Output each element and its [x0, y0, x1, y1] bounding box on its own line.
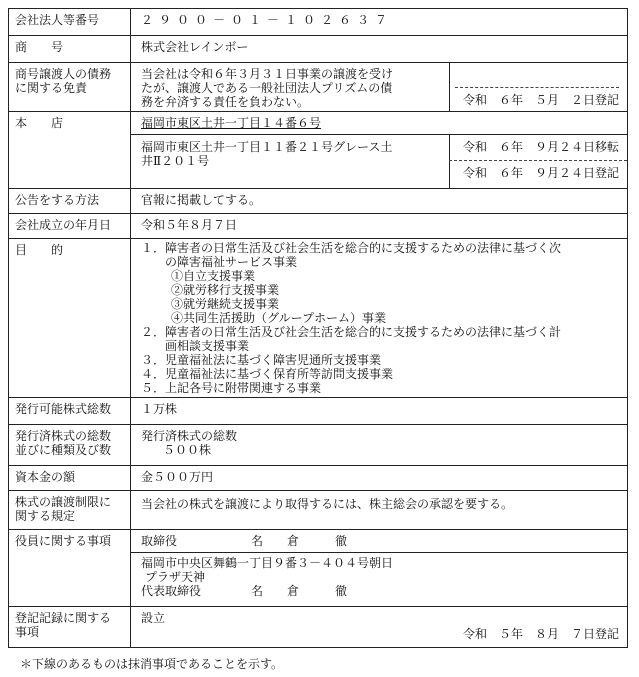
row-head-office [9, 111, 627, 188]
row-corp-no [9, 9, 627, 35]
purpose-item: の障害福祉サービス事業 [141, 255, 298, 269]
label-issued-2: 並びに種類及び数 [15, 443, 112, 457]
officer-address-2: プラザ天神 [145, 570, 206, 584]
registration-date: 令和 ５年 ８月 ７日登記 [462, 627, 619, 641]
purpose-item: １．障害者の日常生活及び社会生活を総合的に支援するための法律に基づく次 [141, 241, 562, 255]
label-trade-name: 商 号 [9, 36, 131, 62]
director-title: 取締役 [141, 534, 178, 548]
new-address-2: 井Ⅱ２０１号 [141, 154, 210, 168]
label-founded: 会社成立の年月日 [9, 214, 131, 238]
row-trade-name [9, 35, 627, 62]
purpose-item: ３．児童福祉法に基づく障害児通所支援事業 [141, 353, 382, 367]
label-capital: 資本金の額 [9, 466, 131, 490]
date-registered: 令和 ６年 ９月２４日登記 [462, 166, 619, 180]
purpose-item: 画相談支援事業 [141, 339, 250, 353]
officer-address-1: 福岡市中央区舞鶴一丁目９番３－４０４号朝日 [141, 556, 394, 570]
label-officers: 役員に関する事項 [9, 530, 131, 606]
purpose-item: ①自立支援事業 [171, 269, 256, 283]
exemption-text-3: 務を弁済する責任を負わない。 [141, 95, 310, 109]
new-address-1: 福岡市東区土井一丁目１１番２１号グレース土 [141, 140, 393, 154]
row-exemption [9, 62, 627, 111]
label-issued-1: 発行済株式の総数 [15, 429, 112, 443]
row-capital [9, 465, 627, 490]
row-registration [9, 606, 627, 647]
issued-value-1: 発行済株式の総数 [141, 429, 238, 443]
transfer-value: 当会社の株式を譲渡により取得するには、株主総会の承認を要する。 [141, 497, 514, 511]
row-notice [9, 188, 627, 213]
label-transfer-2: 関する規定 [15, 509, 76, 523]
label-purpose: 目 的 [9, 239, 131, 397]
purpose-item: ２．障害者の日常生活及び社会生活を総合的に支援するための法律に基づく計 [141, 325, 562, 339]
exemption-text-2: たが、譲渡人である一般社団法人プリズムの債 [141, 81, 393, 95]
old-address: 福岡市東区土井一丁目１４番６号 [141, 116, 322, 130]
footnote: ＊下線のあるものは抹消事項であることを示す。 [20, 657, 284, 671]
authorized-shares-value: １万株 [141, 402, 178, 416]
purpose-item: ④共同生活援助（グループホーム）事業 [171, 311, 387, 325]
row-purpose [9, 238, 627, 397]
corp-no-value: ２９００－０１－１０２６３７ [141, 13, 394, 27]
label-exemption-2: に関する免責 [15, 81, 88, 95]
capital-value: 金５００万円 [141, 470, 214, 484]
date-moved: 令和 ６年 ９月２４日移転 [462, 140, 619, 154]
row-issued-shares [9, 424, 627, 465]
purpose-item: ５．上記各号に附帯関連する事業 [141, 381, 322, 395]
row-officers [9, 529, 627, 606]
purpose-item: ③就労継続支援事業 [171, 297, 280, 311]
row-founded [9, 213, 627, 238]
notice-value: 官報に掲載してする。 [141, 193, 262, 207]
label-notice: 公告をする方法 [9, 189, 131, 213]
rep-name: 名 倉 徹 [251, 584, 348, 598]
registry-table [8, 8, 628, 648]
label-transfer-1: 株式の譲渡制限に [15, 495, 112, 509]
exemption-dash [455, 87, 619, 88]
purpose-item: ②就労移行支援事業 [171, 283, 280, 297]
label-exemption-1: 商号譲渡人の債務 [15, 67, 112, 81]
label-head-office: 本 店 [9, 112, 131, 188]
row-transfer [9, 490, 627, 529]
trade-name-value: 株式会社レインボー [141, 40, 249, 54]
row-authorized-shares [9, 397, 627, 424]
exemption-date: 令和 ６年 ５月 ２日登記 [462, 93, 619, 107]
label-authorized-shares: 発行可能株式総数 [9, 398, 131, 424]
purpose-item: ４．児童福祉法に基づく保育所等訪問支援事業 [141, 367, 394, 381]
label-corp-no: 会社法人等番号 [9, 9, 131, 35]
label-registration-2: 事項 [15, 625, 40, 639]
founded-value: 令和５年８月７日 [141, 218, 238, 232]
exemption-text-1: 当会社は令和６年３月３１日事業の譲渡を受け [141, 67, 394, 81]
registration-value: 設立 [141, 611, 166, 625]
rep-title: 代表取締役 [141, 584, 202, 598]
label-registration-1: 登記記録に関する [15, 611, 112, 625]
issued-value-2: ５００株 [163, 443, 212, 457]
director-name: 名 倉 徹 [251, 534, 348, 548]
